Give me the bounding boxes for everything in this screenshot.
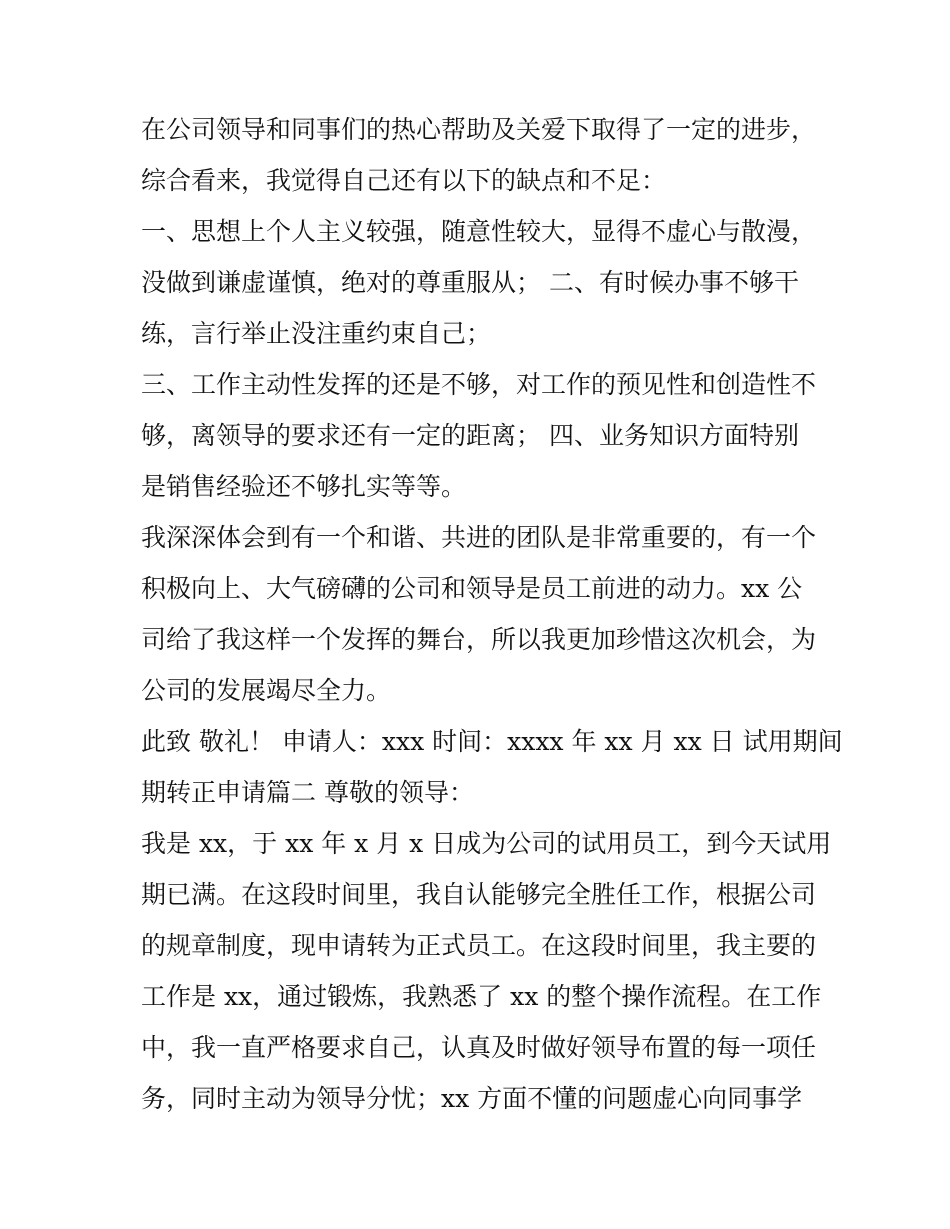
text-line: 一、思想上个人主义较强，随意性较大，显得不虚心与散漫，: [141, 217, 817, 246]
text-line: 我深深体会到有一个和谐、共进的团队是非常重要的，有一个: [141, 523, 817, 552]
text-line: 综合看来，我觉得自己还有以下的缺点和不足：: [141, 166, 667, 195]
text-line: 够，离领导的要求还有一定的距离； 四、业务知识方面特别: [141, 421, 799, 450]
text-line: 期已满。在这段时间里，我自认能够完全胜任工作，根据公司: [141, 880, 817, 909]
text-line: 工作是 xx，通过锻炼，我熟悉了 xx 的整个操作流程。在工作: [141, 982, 822, 1011]
text-line: 没做到谦虚谨慎，绝对的尊重服从； 二、有时候办事不够干: [141, 268, 799, 297]
text-line: 练，言行举止没注重约束自己；: [141, 319, 492, 348]
text-line: 司给了我这样一个发挥的舞台，所以我更加珍惜这次机会，为: [141, 625, 817, 654]
text-line: 此致 敬礼！ 申请人：xxx 时间：xxxx 年 xx 月 xx 日 试用期间: [141, 727, 843, 756]
text-line: 中，我一直严格要求自己，认真及时做好领导布置的每一项任: [141, 1033, 817, 1062]
text-line: 务，同时主动为领导分忧；xx 方面不懂的问题虚心向同事学: [141, 1084, 803, 1113]
text-line: 在公司领导和同事们的热心帮助及关爱下取得了一定的进步，: [141, 115, 817, 144]
text-line: 是销售经验还不够扎实等等。: [141, 472, 467, 501]
text-line: 期转正申请篇二 尊敬的领导：: [141, 778, 474, 807]
text-line: 积极向上、大气磅礴的公司和领导是员工前进的动力。xx 公: [141, 574, 803, 603]
text-line: 的规章制度，现申请转为正式员工。在这段时间里，我主要的: [141, 931, 817, 960]
text-line: 三、工作主动性发挥的还是不够，对工作的预见性和创造性不: [141, 370, 817, 399]
text-line: 公司的发展竭尽全力。: [141, 676, 392, 705]
document-body: [141, 104, 843, 1124]
text-line: 我是 xx，于 xx 年 x 月 x 日成为公司的试用员工，到今天试用: [141, 829, 832, 858]
